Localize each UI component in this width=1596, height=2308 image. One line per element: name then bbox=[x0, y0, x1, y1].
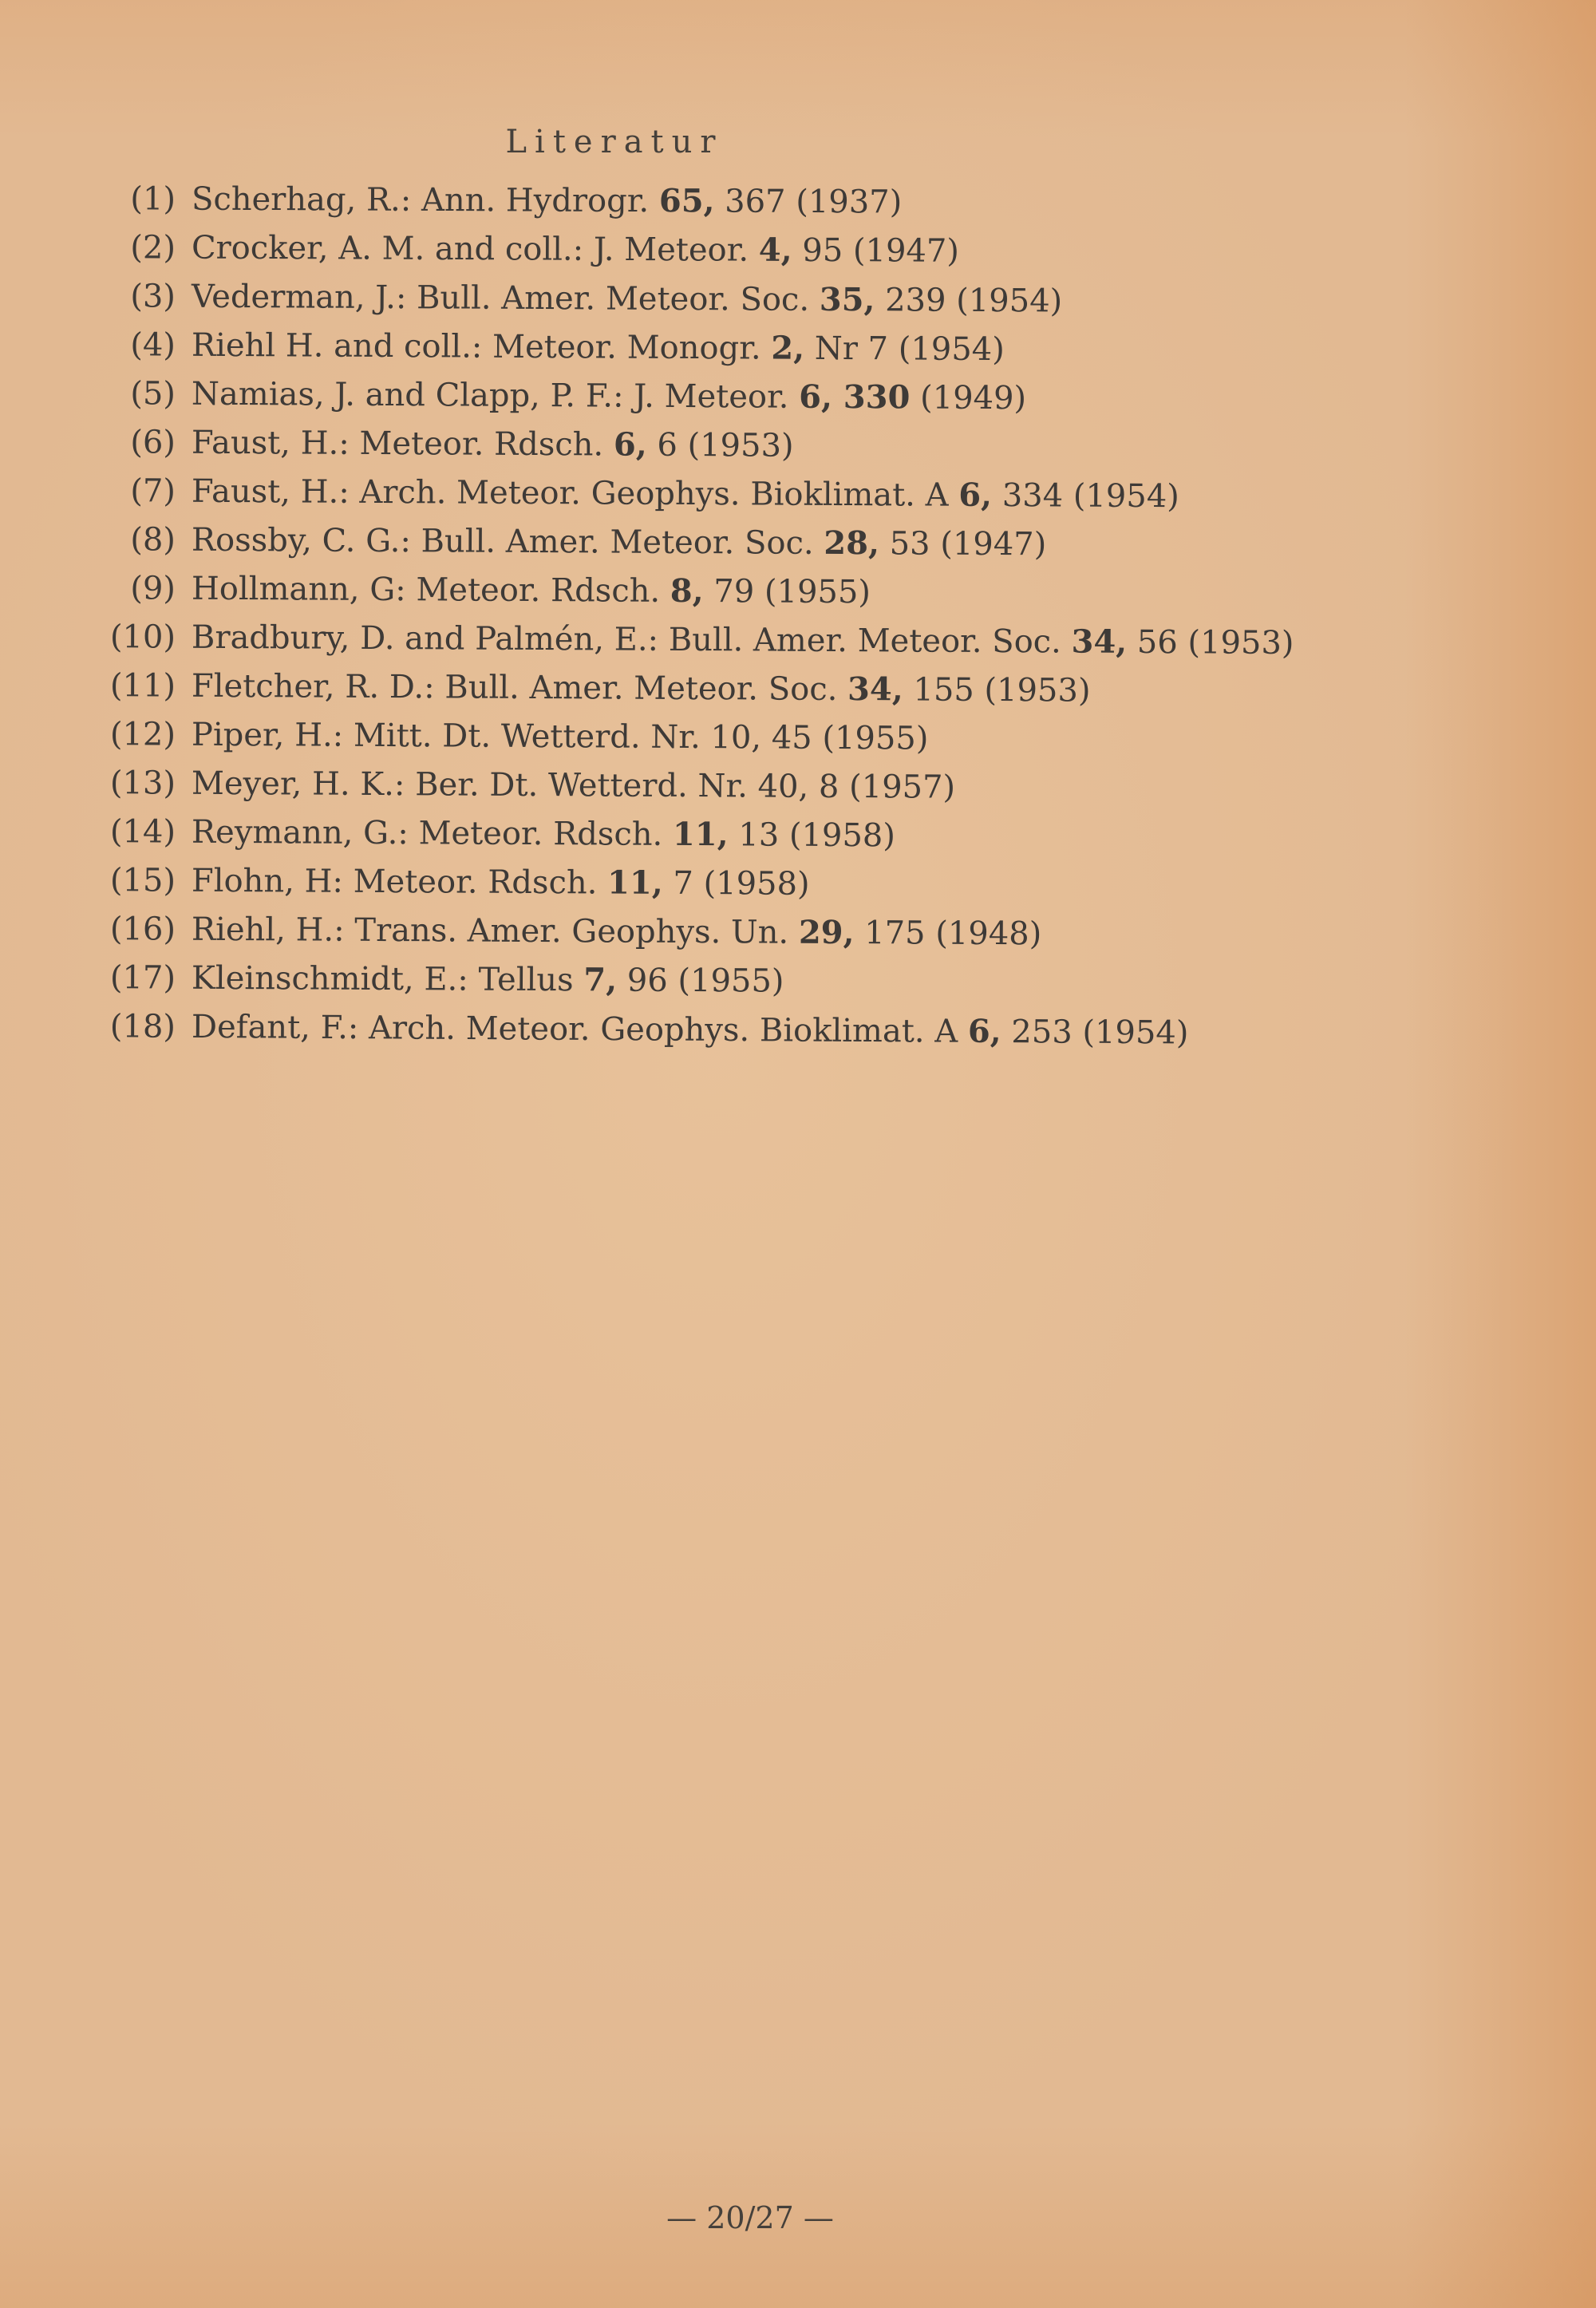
reference-item bbox=[80, 856, 1516, 911]
reference-text: Piper, H.: Mitt. Dt. Wetterd. Nr. 10, 45 (1955) bbox=[191, 716, 929, 757]
reference-list bbox=[80, 174, 1516, 1050]
reference-item bbox=[80, 612, 1516, 668]
page-number: — 20/27 — bbox=[666, 2200, 834, 2235]
reference-text: Faust, H.: Arch. Meteor. Geophys. Bioklimat. A 6, 334 (1954) bbox=[191, 472, 1179, 516]
reference-number: (8) bbox=[130, 521, 176, 559]
reference-number: (11) bbox=[109, 667, 176, 705]
reference-text: Vederman, J.: Bull. Amer. Meteor. Soc. 35, 239 (1954) bbox=[191, 278, 1063, 320]
reference-text: Flohn, H: Meteor. Rdsch. 11, 7 (1958) bbox=[191, 862, 810, 903]
reference-number: (5) bbox=[130, 375, 176, 413]
reference-text: Defant, F.: Arch. Meteor. Geophys. Bioklimat. A 6, 253 (1954) bbox=[191, 1008, 1189, 1052]
reference-text: Namias, J. and Clapp, P. F.: J. Meteor. 6, 330 (1949) bbox=[191, 375, 1027, 417]
section-heading: Literatur bbox=[505, 124, 724, 160]
reference-item bbox=[80, 369, 1516, 425]
reference-text: Kleinschmidt, E.: Tellus 7, 96 (1955) bbox=[191, 959, 784, 1000]
reference-item bbox=[80, 1002, 1516, 1059]
reference-number: (2) bbox=[130, 229, 176, 267]
reference-text: Crocker, A. M. and coll.: J. Meteor. 4, 95 (1947) bbox=[191, 229, 960, 270]
reference-text: Bradbury, D. and Palmén, E.: Bull. Amer. Meteor. Soc. 34, 56 (1953) bbox=[191, 618, 1294, 662]
reference-item bbox=[80, 807, 1516, 863]
reference-number: (3) bbox=[130, 278, 176, 315]
reference-text: Fletcher, R. D.: Bull. Amer. Meteor. Soc. 34, 155 (1953) bbox=[191, 667, 1091, 709]
reference-item bbox=[80, 953, 1516, 1009]
reference-number: (10) bbox=[109, 618, 176, 656]
reference-number: (16) bbox=[109, 911, 176, 948]
reference-text: Rossby, C. G.: Bull. Amer. Meteor. Soc. 28, 53 (1947) bbox=[191, 521, 1047, 563]
reference-item bbox=[80, 709, 1516, 765]
reference-item bbox=[80, 174, 1516, 229]
reference-item bbox=[80, 904, 1516, 960]
reference-text: Riehl H. and coll.: Meteor. Monogr. 2, Nr 7 (1954) bbox=[191, 326, 1005, 369]
reference-text: Reymann, G.: Meteor. Rdsch. 11, 13 (1958) bbox=[191, 813, 896, 855]
reference-item bbox=[80, 563, 1516, 619]
reference-number: (14) bbox=[109, 813, 176, 851]
reference-text: Scherhag, R.: Ann. Hydrogr. 65, 367 (1937) bbox=[191, 180, 903, 221]
reference-item bbox=[80, 758, 1516, 814]
reference-number: (1) bbox=[130, 180, 176, 218]
reference-number: (18) bbox=[109, 1008, 176, 1045]
reference-number: (7) bbox=[130, 472, 176, 510]
reference-number: (15) bbox=[109, 862, 176, 899]
reference-item bbox=[80, 417, 1516, 473]
reference-number: (17) bbox=[109, 959, 176, 997]
reference-number: (13) bbox=[109, 765, 176, 802]
reference-text: Faust, H.: Meteor. Rdsch. 6, 6 (1953) bbox=[191, 424, 794, 464]
reference-item bbox=[80, 466, 1516, 522]
reference-item bbox=[80, 320, 1516, 376]
reference-number: (4) bbox=[130, 326, 176, 364]
reference-text: Riehl, H.: Trans. Amer. Geophys. Un. 29, 175 (1948) bbox=[191, 911, 1042, 953]
reference-text: Meyer, H. K.: Ber. Dt. Wetterd. Nr. 40, 8 (1957) bbox=[191, 765, 956, 806]
reference-number: (6) bbox=[130, 424, 176, 461]
reference-text: Hollmann, G: Meteor. Rdsch. 8, 79 (1955) bbox=[191, 570, 871, 611]
reference-item bbox=[80, 661, 1516, 717]
reference-item bbox=[80, 223, 1516, 278]
reference-item bbox=[80, 271, 1516, 327]
reference-item bbox=[80, 515, 1516, 571]
reference-number: (12) bbox=[109, 716, 176, 753]
reference-number: (9) bbox=[130, 570, 176, 607]
